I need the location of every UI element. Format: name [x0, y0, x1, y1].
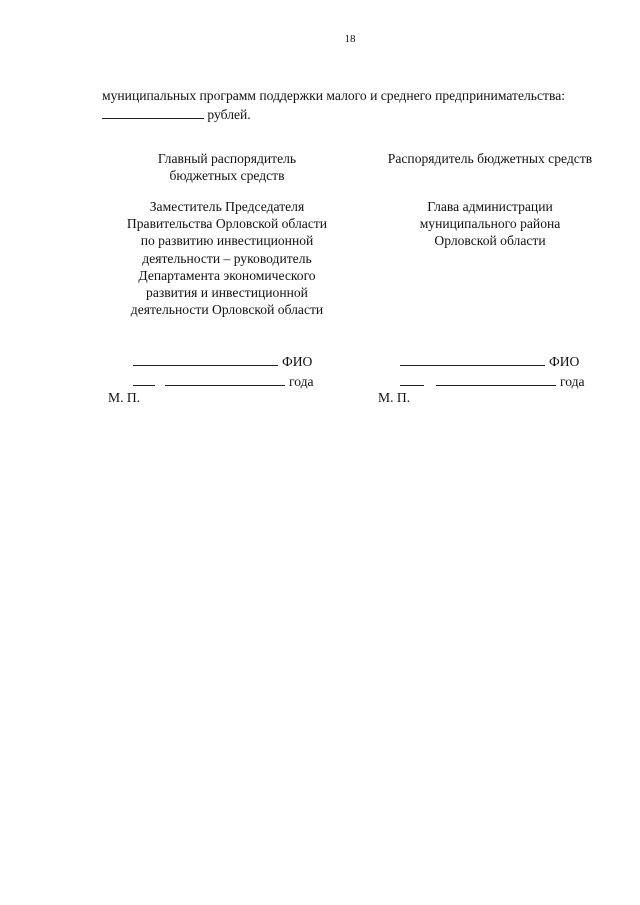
left-signature-blank [133, 354, 278, 366]
right-signature-blank [400, 354, 545, 366]
left-position-line: деятельности Орловской области [130, 302, 324, 318]
right-fio-label: ФИО [549, 354, 580, 369]
left-position-line: Заместитель Председателя [149, 199, 305, 214]
left-stamp: М. П. [108, 390, 141, 405]
left-position-line: развития и инвестиционной [146, 285, 308, 301]
left-position-line: Правительства Орловской области [126, 216, 328, 232]
right-heading [364, 150, 616, 167]
amount-blank [102, 107, 204, 119]
left-position-line: по развитию инвестиционной [140, 233, 314, 249]
left-fio-label: ФИО [282, 354, 313, 369]
right-position-line: Орловской области [434, 233, 546, 249]
right-position-line: Глава администрации [427, 199, 553, 214]
left-heading [108, 150, 346, 184]
right-year-label: года [560, 374, 585, 389]
left-month-blank [165, 374, 285, 386]
left-position [108, 198, 346, 318]
amount-suffix: рублей. [207, 107, 251, 122]
intro-text: муниципальных программ поддержки малого и среднего предпринимательства: [102, 88, 566, 103]
left-heading-line: Главный распорядитель [157, 151, 297, 166]
left-heading-line: бюджетных средств [169, 168, 285, 184]
left-position-line: деятельности – руководитель [142, 250, 312, 266]
right-fio-row [400, 354, 579, 370]
right-heading-line: Распорядитель бюджетных средств [387, 151, 593, 166]
page-number: 18 [344, 33, 356, 45]
left-position-line: Департамента экономического [138, 267, 316, 283]
amount-line [102, 107, 251, 123]
left-fio-row [133, 354, 312, 370]
right-date-row [400, 374, 585, 390]
left-date-row [133, 374, 314, 390]
right-day-blank [400, 374, 424, 386]
right-stamp: М. П. [378, 390, 411, 405]
left-day-blank [133, 374, 155, 386]
right-position-line: муниципального района [419, 216, 561, 232]
right-month-blank [436, 374, 556, 386]
right-position [364, 198, 616, 250]
left-year-label: года [289, 374, 314, 389]
